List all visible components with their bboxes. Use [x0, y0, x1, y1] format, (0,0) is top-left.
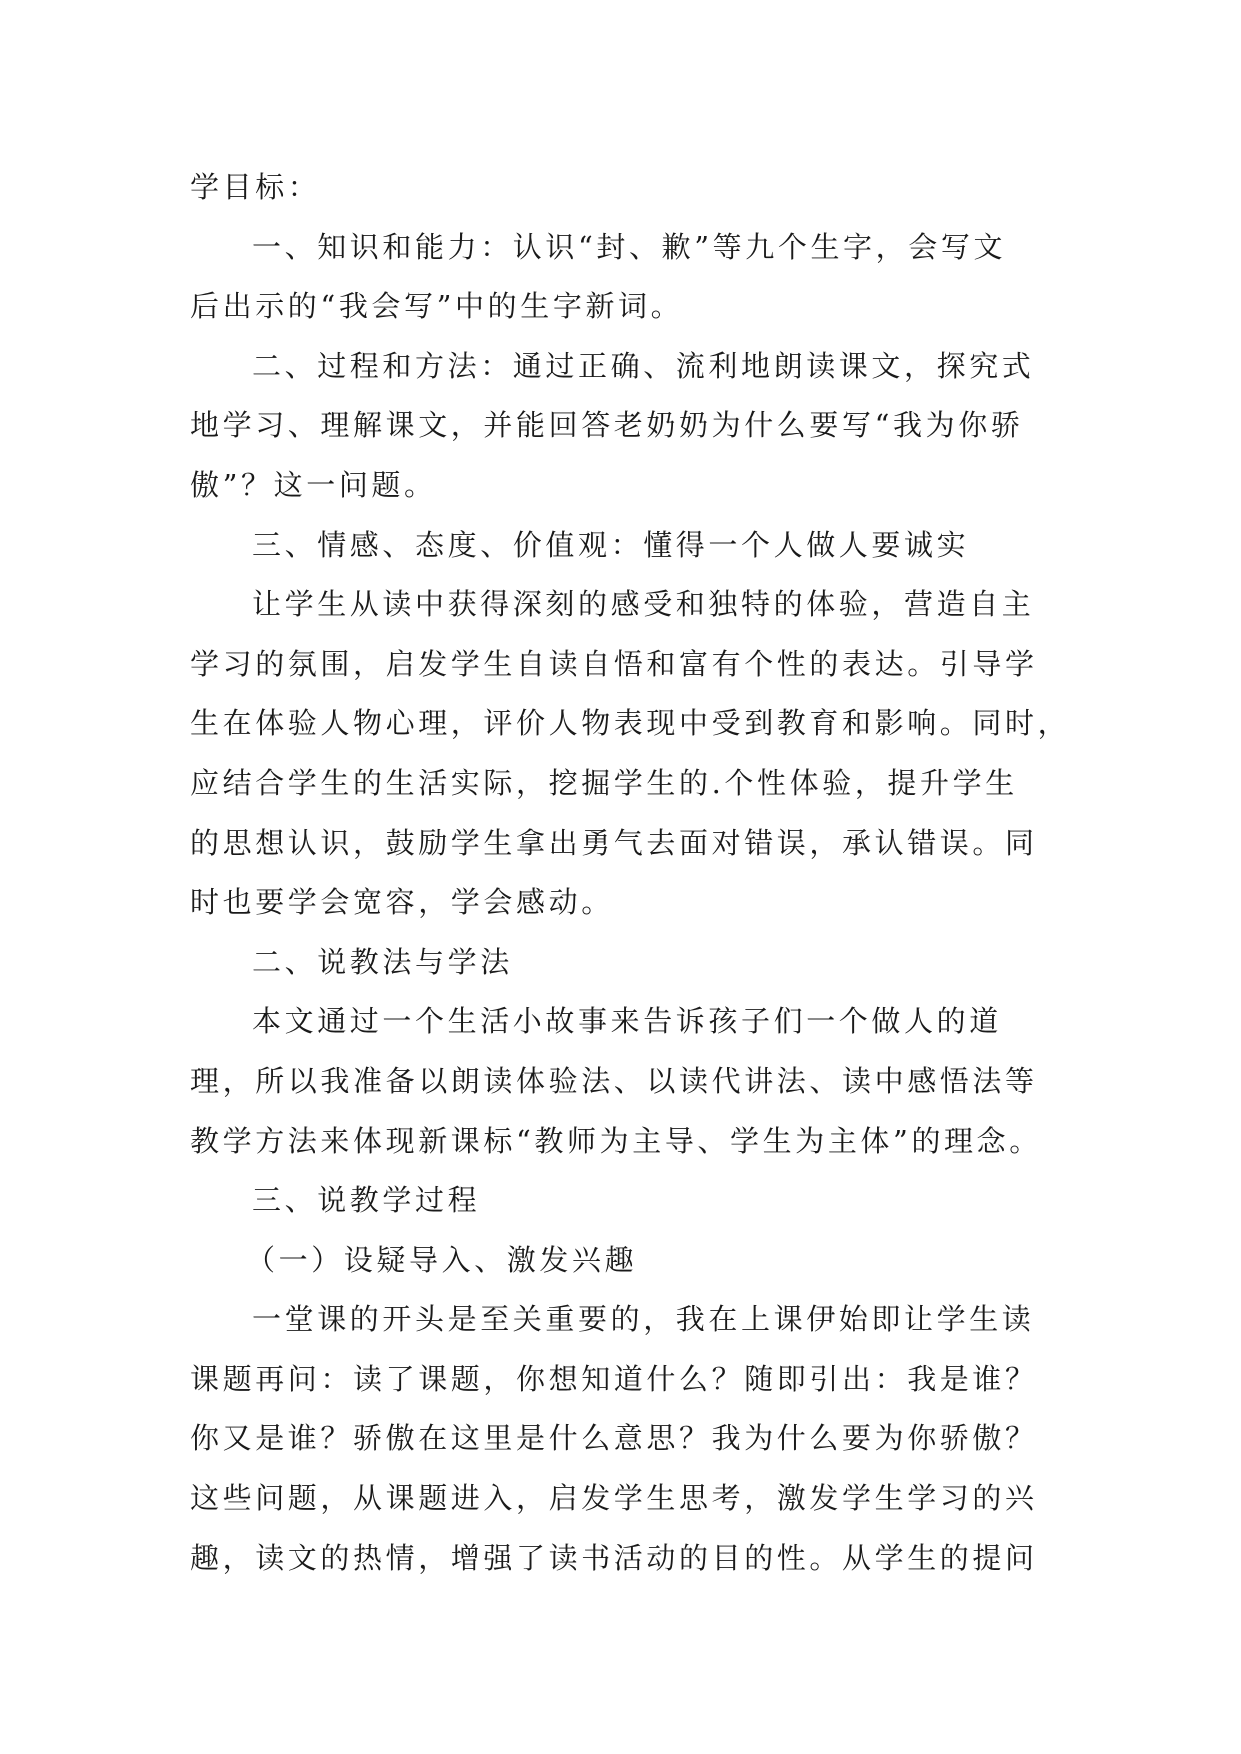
text-line: 本文通过一个生活小故事来告诉孩子们一个做人的道	[252, 1004, 1002, 1039]
text-line: 一堂课的开头是至关重要的，我在上课伊始即让学生读	[252, 1302, 1035, 1337]
text-line: 教学方法来体现新课标“教师为主导、学生为主体”的理念。	[190, 1123, 1042, 1158]
text-line: 学目标：	[190, 170, 321, 204]
text-line: 你又是谁？骄傲在这里是什么意思？我为什么要为你骄傲？	[190, 1421, 1038, 1456]
text-line: 二、过程和方法：通过正确、流利地朗读课文，探究式	[252, 348, 1035, 383]
text-line: 生在体验人物心理，评价人物表现中受到教育和影响。同时，	[190, 706, 1071, 741]
text-line: 地学习、理解课文，并能回答老奶奶为什么要写“我为你骄	[190, 408, 1024, 443]
subsection-heading: （一）设疑导入、激发兴趣	[246, 1242, 638, 1277]
text-line: 后出示的“我会写”中的生字新词。	[190, 289, 684, 324]
text-line: 课题再问：读了课题，你想知道什么？随即引出：我是谁？	[190, 1361, 1038, 1396]
text-line: 一、知识和能力：认识“封、歉”等九个生字，会写文	[252, 229, 1007, 264]
text-line: 时也要学会宽容，学会感动。	[190, 885, 614, 920]
section-heading: 三、说教学过程	[252, 1183, 481, 1218]
document-body	[190, 158, 1071, 1588]
text-line: 的思想认识，鼓励学生拿出勇气去面对错误，承认错误。同	[190, 825, 1038, 860]
text-line: 应结合学生的生活实际，挖掘学生的.个性体验，提升学生	[190, 765, 1018, 800]
text-line: 这些问题，从课题进入，启发学生思考，激发学生学习的兴	[190, 1481, 1038, 1516]
section-heading: 二、说教法与学法	[252, 944, 513, 979]
text-line: 三、情感、态度、价值观：懂得一个人做人要诚实	[252, 527, 970, 562]
text-line: 傲”？这一问题。	[190, 467, 437, 502]
text-line: 理，所以我准备以朗读体验法、以读代讲法、读中感悟法等	[190, 1063, 1038, 1098]
text-line: 学习的氛围，启发学生自读自悟和富有个性的表达。引导学	[190, 646, 1038, 681]
text-line: 让学生从读中获得深刻的感受和独特的体验，营造自主	[252, 587, 1035, 622]
text-line: 趣，读文的热情，增强了读书活动的目的性。从学生的提问	[190, 1540, 1038, 1575]
